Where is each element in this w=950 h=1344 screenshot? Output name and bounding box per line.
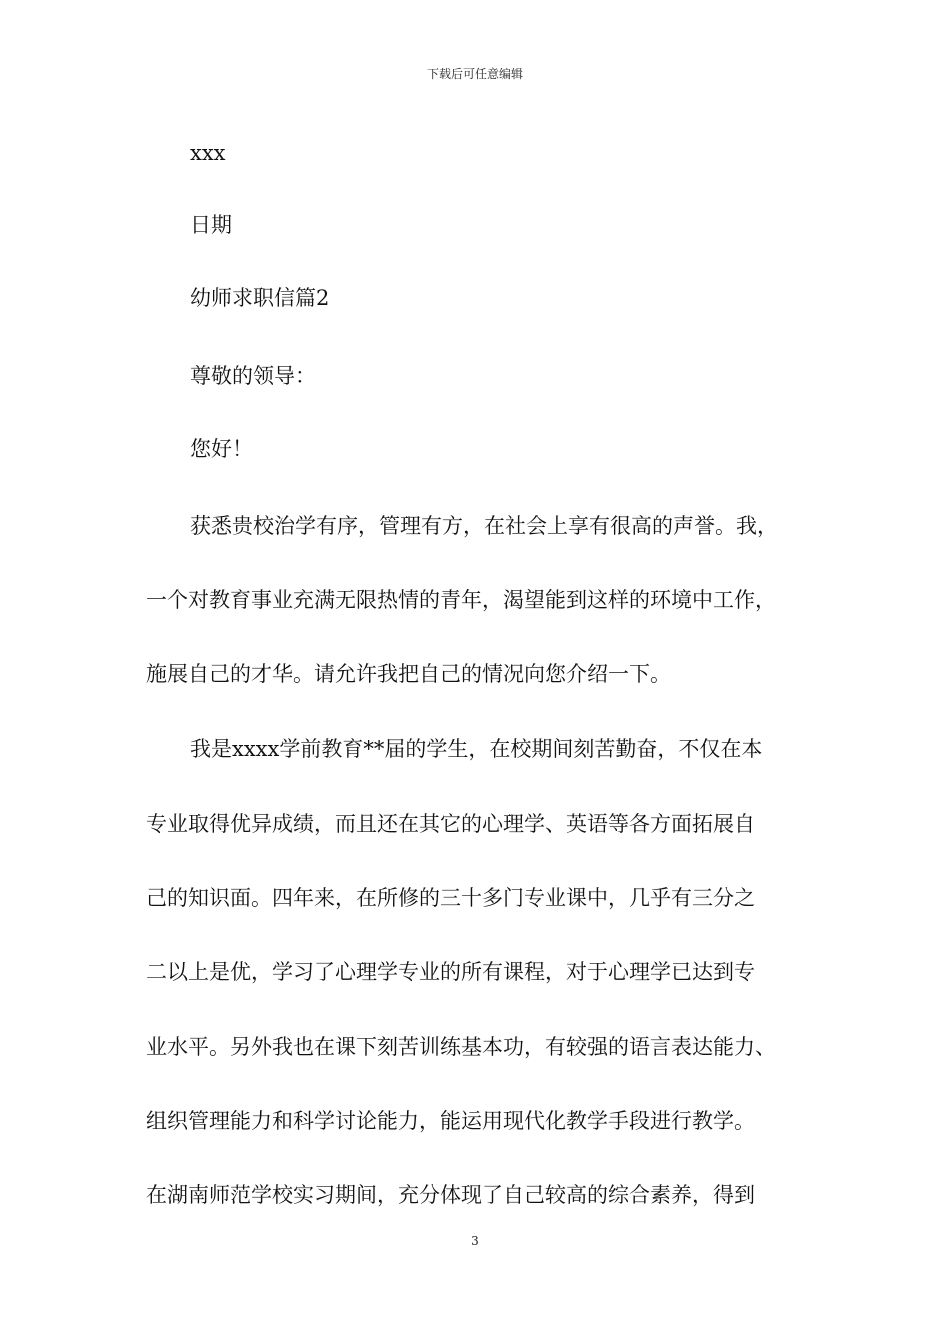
signature-line: xxx (190, 141, 226, 165)
salutation-line: 尊敬的领导： (190, 364, 316, 388)
section-title: 幼师求职信篇2 (190, 286, 330, 310)
paragraph-2-line-1: 我是xxxx学前教育**届的学生，在校期间刻苦勤奋，不仅在本 (190, 737, 763, 761)
paragraph-1-line-1: 获悉贵校治学有序，管理有方，在社会上享有很高的声誉。我， (190, 514, 778, 538)
page-header: 下载后可任意编辑 (426, 67, 523, 81)
paragraph-2-line-2: 专业取得优异成绩，而且还在其它的心理学、英语等各方面拓展自 (146, 812, 755, 836)
date-line: 日期 (190, 213, 232, 237)
greeting-line: 您好！ (190, 437, 253, 461)
paragraph-2-line-3: 己的知识面。四年来，在所修的三十多门专业课中，几乎有三分之 (146, 886, 755, 910)
paragraph-2-line-7: 在湖南师范学校实习期间，充分体现了自己较高的综合素养，得到 (146, 1183, 755, 1207)
paragraph-2-line-4: 二以上是优，学习了心理学专业的所有课程，对于心理学已达到专 (146, 960, 755, 984)
paragraph-1-line-2: 一个对教育事业充满无限热情的青年，渴望能到这样的环境中工作， (146, 588, 776, 612)
paragraph-2-line-6: 组织管理能力和科学讨论能力，能运用现代化教学手段进行教学。 (146, 1109, 755, 1133)
paragraph-1-line-3: 施展自己的才华。请允许我把自己的情况向您介绍一下。 (146, 662, 671, 686)
paragraph-2-line-5: 业水平。另外我也在课下刻苦训练基本功，有较强的语言表达能力、 (146, 1035, 776, 1059)
page-number: 3 (471, 1234, 479, 1248)
